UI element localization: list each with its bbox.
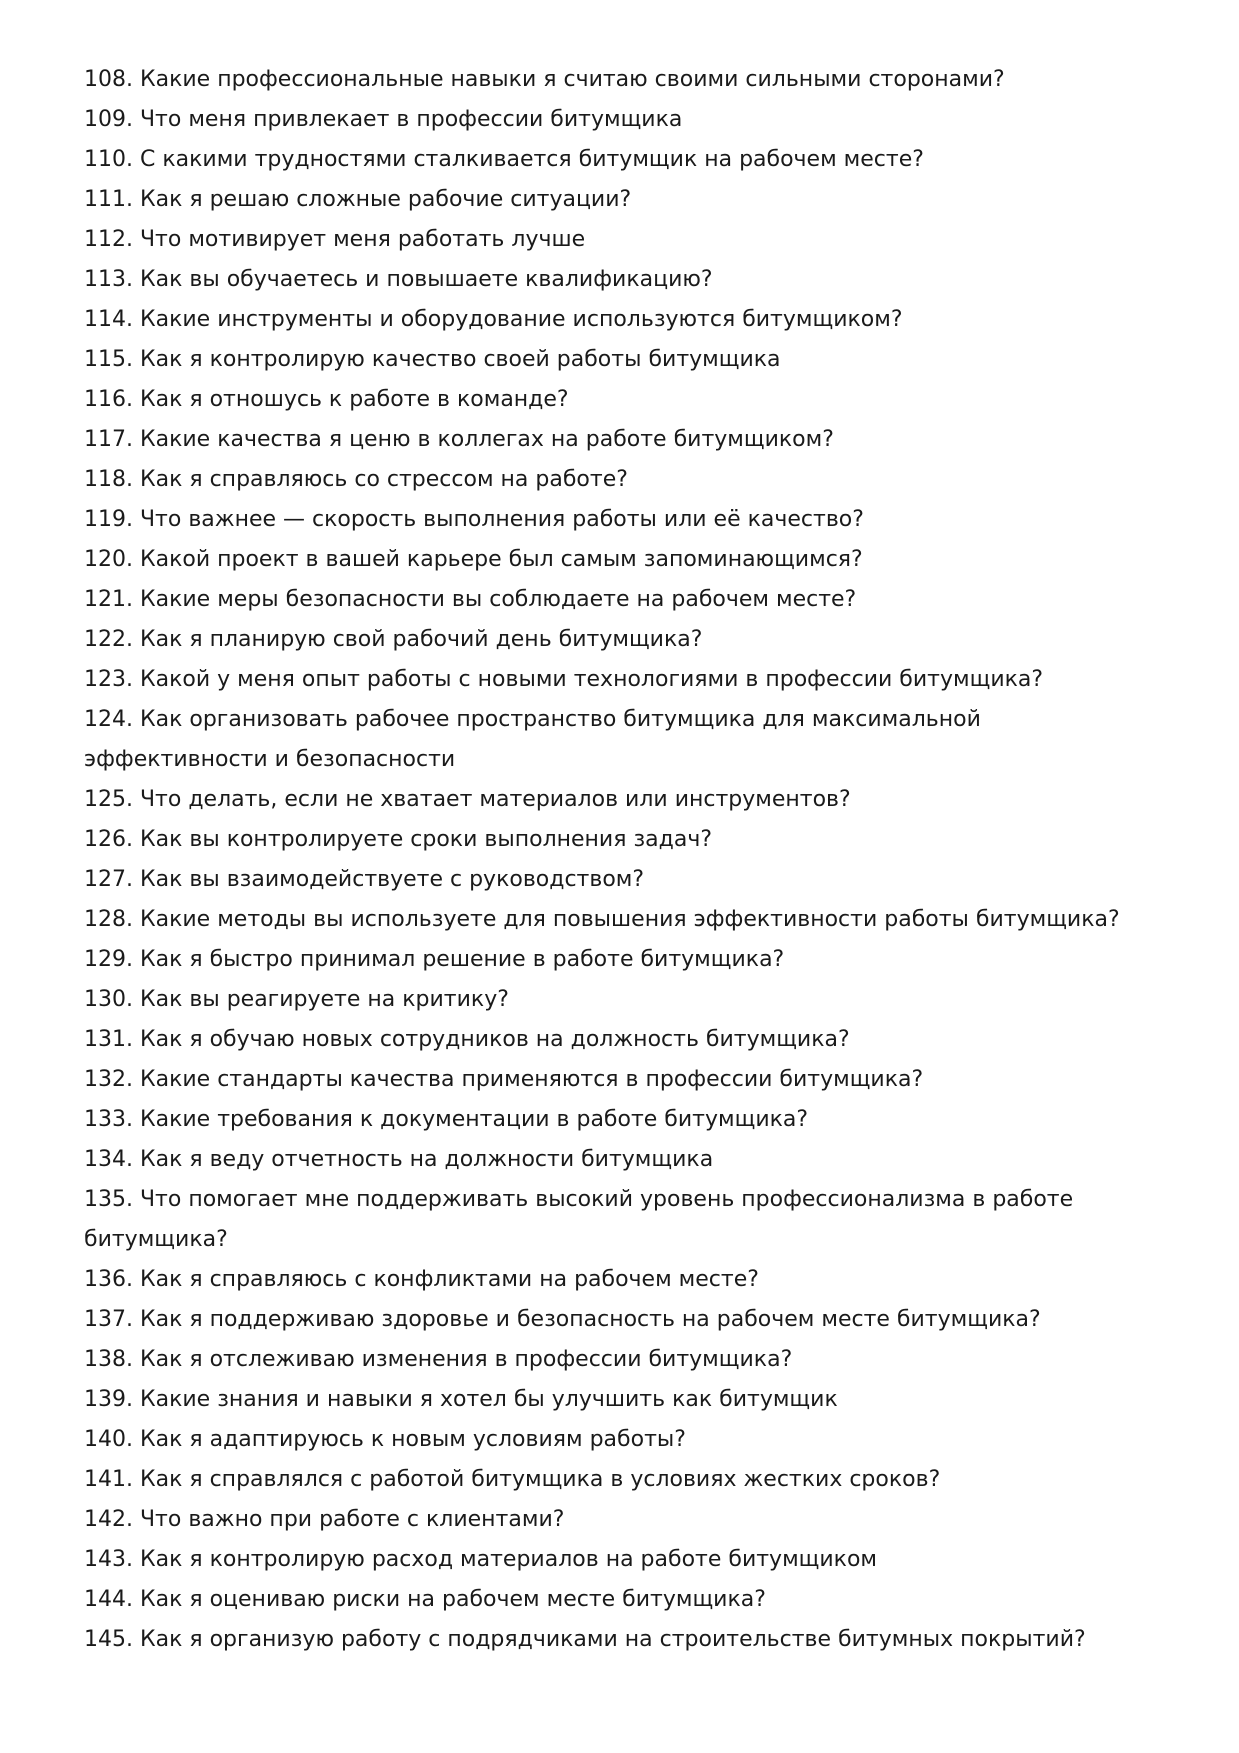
question-item: 113. Как вы обучаетесь и повышаете квалификацию? <box>84 267 713 292</box>
question-item: 127. Как вы взаимодействуете с руководством? <box>84 867 645 892</box>
question-item: 125. Что делать, если не хватает материалов или инструментов? <box>84 787 851 812</box>
question-item: 133. Какие требования к документации в работе битумщика? <box>84 1107 809 1132</box>
question-item: 135. Что помогает мне поддерживать высокий уровень профессионализма в работе битумщика? <box>84 1187 1074 1252</box>
question-item: 143. Как я контролирую расход материалов на работе битумщиком <box>84 1547 878 1572</box>
question-item: 124. Как организовать рабочее пространство битумщика для максимальной эффективности и безопасности <box>84 707 981 772</box>
question-item: 138. Как я отслеживаю изменения в профессии битумщика? <box>84 1347 793 1372</box>
question-item: 129. Как я быстро принимал решение в работе битумщика? <box>84 947 785 972</box>
question-item: 117. Какие качества я ценю в коллегах на работе битумщиком? <box>84 427 834 452</box>
question-item: 141. Как я справлялся с работой битумщика в условиях жестких сроков? <box>84 1467 941 1492</box>
question-item: 144. Как я оцениваю риски на рабочем месте битумщика? <box>84 1587 766 1612</box>
question-item: 123. Какой у меня опыт работы с новыми технологиями в профессии битумщика? <box>84 667 1044 692</box>
question-item: 137. Как я поддерживаю здоровье и безопасность на рабочем месте битумщика? <box>84 1307 1041 1332</box>
question-item: 139. Какие знания и навыки я хотел бы улучшить как битумщик <box>84 1387 838 1412</box>
question-item: 134. Как я веду отчетность на должности битумщика <box>84 1147 714 1172</box>
question-item: 111. Как я решаю сложные рабочие ситуации? <box>84 187 632 212</box>
question-item: 108. Какие профессиональные навыки я считаю своими сильными сторонами? <box>84 67 1005 92</box>
question-item: 119. Что важнее — скорость выполнения работы или её качество? <box>84 507 864 532</box>
question-item: 145. Как я организую работу с подрядчиками на строительстве битумных покрытий? <box>84 1627 1086 1652</box>
question-item: 114. Какие инструменты и оборудование используются битумщиком? <box>84 307 903 332</box>
question-item: 136. Как я справляюсь с конфликтами на рабочем месте? <box>84 1267 759 1292</box>
question-item: 110. С какими трудностями сталкивается битумщик на рабочем месте? <box>84 147 924 172</box>
question-item: 126. Как вы контролируете сроки выполнения задач? <box>84 827 712 852</box>
question-list <box>84 60 1164 1660</box>
question-item: 122. Как я планирую свой рабочий день битумщика? <box>84 627 703 652</box>
question-item: 121. Какие меры безопасности вы соблюдаете на рабочем месте? <box>84 587 857 612</box>
question-item: 118. Как я справляюсь со стрессом на работе? <box>84 467 628 492</box>
question-item: 120. Какой проект в вашей карьере был самым запоминающимся? <box>84 547 863 572</box>
question-item: 131. Как я обучаю новых сотрудников на должность битумщика? <box>84 1027 850 1052</box>
question-item: 140. Как я адаптируюсь к новым условиям работы? <box>84 1427 686 1452</box>
question-item: 115. Как я контролирую качество своей работы битумщика <box>84 347 781 372</box>
question-item: 128. Какие методы вы используете для повышения эффективности работы битумщика? <box>84 907 1120 932</box>
question-item: 116. Как я отношусь к работе в команде? <box>84 387 569 412</box>
question-item: 142. Что важно при работе с клиентами? <box>84 1507 565 1532</box>
question-item: 112. Что мотивирует меня работать лучше <box>84 227 586 252</box>
question-item: 130. Как вы реагируете на критику? <box>84 987 509 1012</box>
question-item: 132. Какие стандарты качества применяются в профессии битумщика? <box>84 1067 924 1092</box>
question-item: 109. Что меня привлекает в профессии битумщика <box>84 107 683 132</box>
